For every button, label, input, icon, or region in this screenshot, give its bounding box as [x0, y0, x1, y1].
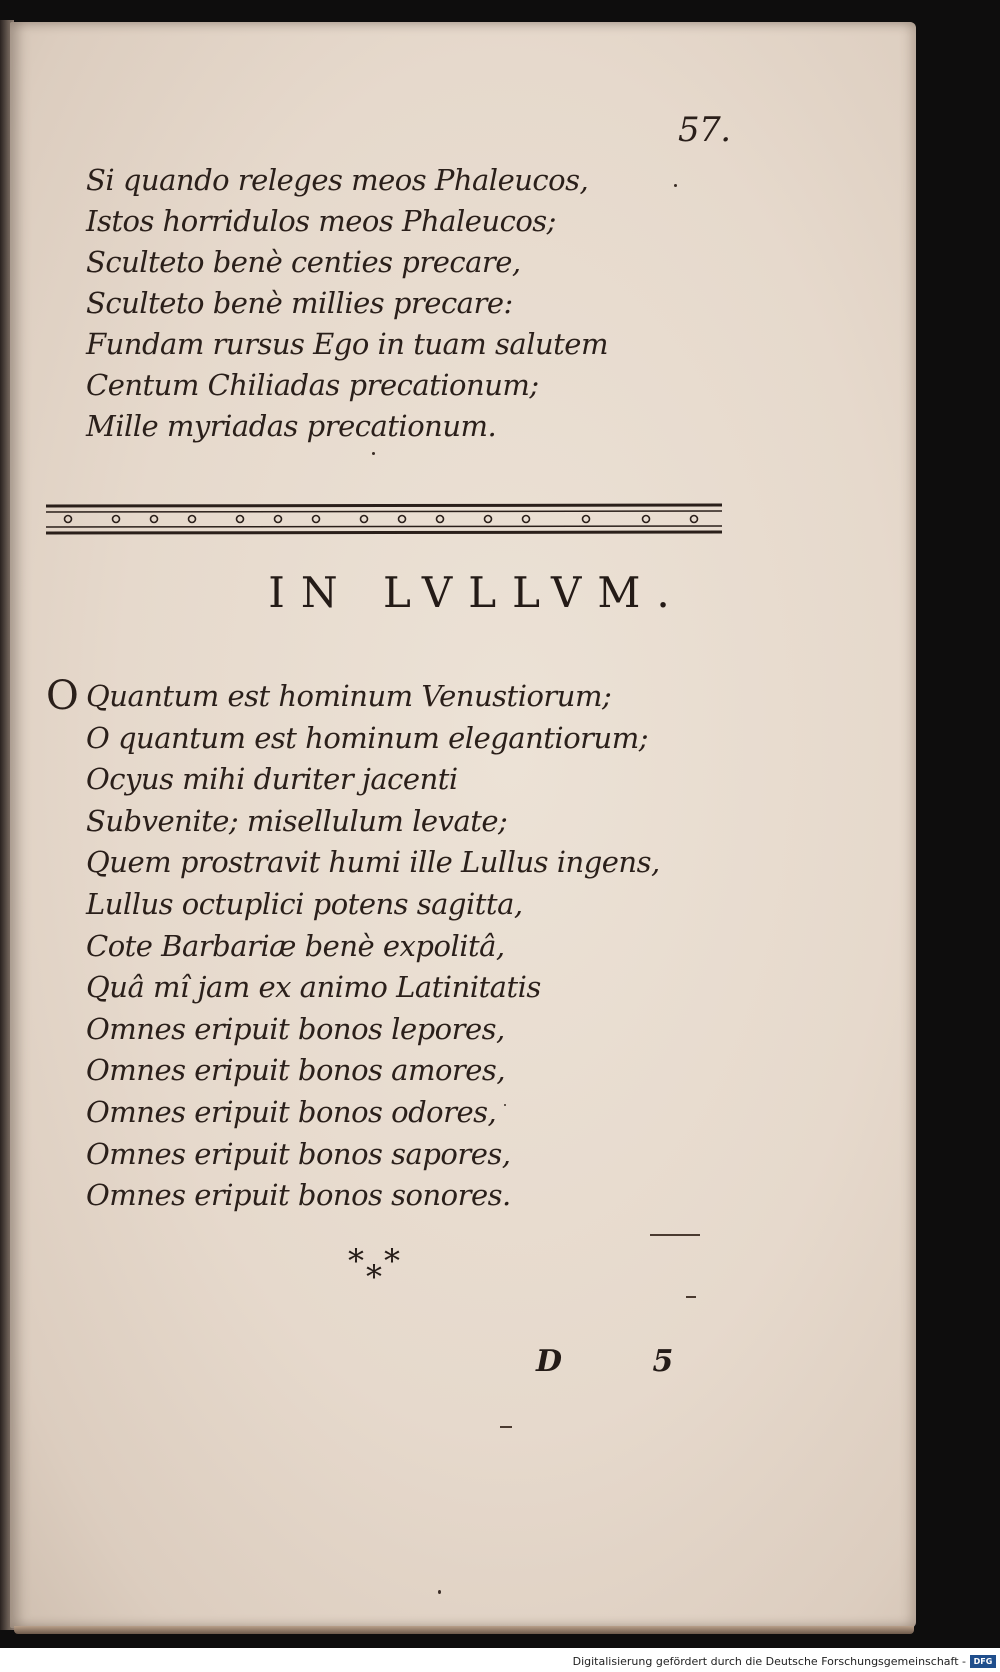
digitization-credit: Digitalisierung gefördert durch die Deutsche Forschungsgemeinschaft - — [572, 1655, 966, 1668]
verse-line: Mille myriadas precationum. — [86, 409, 497, 443]
signature-mark: D 5 — [536, 1344, 714, 1379]
ornamental-divider — [46, 502, 722, 536]
verse-line: Lullus octuplici potens sagitta, — [86, 886, 523, 921]
verse-line: Quâ mî jam ex animo Latinitatis — [86, 970, 541, 1005]
verse-line: Centum Chiliadas precationum; — [86, 368, 539, 402]
ink-stroke — [650, 1234, 700, 1236]
verse-line: Omnes eripuit bonos odores, — [86, 1094, 497, 1129]
verse-line: Sculteto benè centies precare, — [86, 245, 521, 279]
asterisk: * — [348, 1242, 364, 1280]
page-number: 57. — [678, 110, 731, 150]
ink-speck — [504, 1104, 506, 1106]
ink-speck — [438, 1590, 441, 1594]
verse-line: Omnes eripuit bonos lepores, — [86, 1011, 505, 1046]
verse-block-top — [86, 160, 608, 447]
verse-line: Quantum est hominum Venustiorum; — [86, 679, 612, 713]
verse-line: Omnes eripuit bonos sapores, — [86, 1136, 511, 1171]
verse-line: Omnes eripuit bonos amores, — [86, 1053, 506, 1088]
verse-line: Ocyus mihi duriter jacenti — [86, 762, 458, 797]
page-bottom-edge — [14, 1626, 914, 1634]
verse-line: Cote Barbariæ benè expolitâ, — [86, 928, 505, 963]
verse-line: Istos horridulos meos Phaleucos; — [86, 204, 556, 238]
dfg-logo: DFG — [970, 1655, 996, 1668]
poem-title: IN LVLLVM. — [268, 568, 686, 617]
verse-block-main — [86, 676, 660, 1217]
initial-letter: O — [46, 673, 79, 719]
ink-stroke — [686, 1296, 696, 1298]
verse-line: Quem prostravit humi ille Lullus ingens, — [86, 845, 660, 880]
verse-line: Fundam rursus Ego in tuam salutem — [86, 327, 608, 361]
verse-line: Omnes eripuit bonos sonores. — [86, 1178, 511, 1213]
asterisk: * — [366, 1258, 382, 1296]
ink-stroke — [500, 1426, 512, 1428]
verse-line: Si quando releges meos Phaleucos, — [86, 163, 589, 197]
verse-line: Subvenite; misellulum levate; — [86, 803, 508, 838]
asterisk: * — [384, 1242, 400, 1280]
ink-speck — [372, 452, 375, 455]
asterism — [348, 1242, 418, 1296]
ink-speck — [674, 184, 677, 187]
verse-line: O quantum est hominum elegantiorum; — [86, 720, 648, 755]
book-page — [10, 22, 916, 1628]
verse-line: Sculteto benè millies precare: — [86, 286, 513, 320]
